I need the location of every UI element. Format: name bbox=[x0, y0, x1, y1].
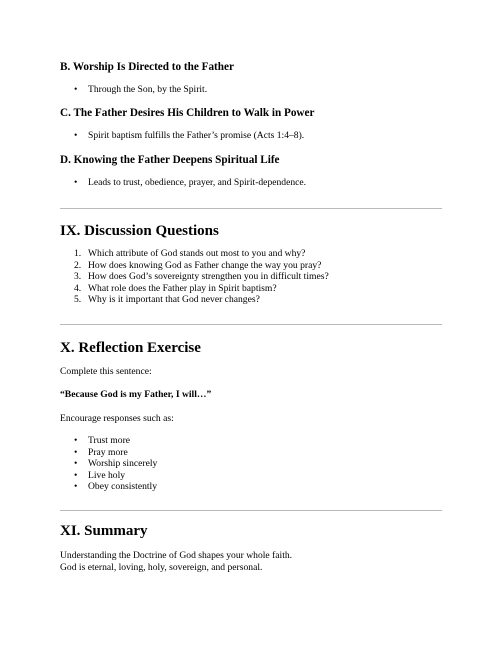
reflection-encourage: Encourage responses such as: bbox=[60, 413, 174, 424]
list-item bbox=[60, 435, 442, 447]
list-item-text: Spirit baptism fulfills the Father’s promise (Acts 1:4–8). bbox=[88, 130, 305, 141]
bullet-icon: • bbox=[74, 177, 78, 188]
section-c-list bbox=[60, 130, 442, 142]
list-item-text: How does knowing God as Father change the way you pray? bbox=[88, 259, 322, 271]
list-item bbox=[60, 271, 442, 283]
list-item-number: 4. bbox=[74, 282, 82, 294]
list-item bbox=[60, 458, 442, 470]
discussion-heading: IX. Discussion Questions bbox=[60, 223, 219, 239]
list-item bbox=[60, 283, 442, 295]
list-item bbox=[60, 248, 442, 260]
bullet-icon: • bbox=[74, 435, 78, 446]
list-item-text: What role does the Father play in Spirit baptism? bbox=[88, 282, 277, 294]
list-item-number: 3. bbox=[74, 271, 82, 282]
list-item-text: Obey consistently bbox=[88, 481, 158, 492]
bullet-icon: • bbox=[74, 469, 78, 481]
list-item-text: Through the Son, by the Spirit. bbox=[88, 84, 208, 95]
list-item bbox=[60, 130, 442, 142]
list-item-text: Which attribute of God stands out most to you and why? bbox=[88, 248, 306, 259]
list-item-text: How does God’s sovereignty strengthen you in difficult times? bbox=[88, 271, 329, 282]
list-item-text: Trust more bbox=[88, 435, 131, 446]
summary-heading: XI. Summary bbox=[60, 523, 148, 539]
reflection-intro: Complete this sentence: bbox=[60, 366, 152, 377]
list-item bbox=[60, 294, 442, 306]
list-item-number: 5. bbox=[74, 294, 82, 305]
section-b-heading: B. Worship Is Directed to the Father bbox=[60, 61, 234, 73]
reflection-heading: X. Reflection Exercise bbox=[60, 340, 201, 356]
section-divider bbox=[60, 324, 442, 325]
section-divider bbox=[60, 510, 442, 511]
list-item bbox=[60, 260, 442, 272]
summary-line-1: Understanding the Doctrine of God shapes your whole faith. bbox=[60, 550, 293, 561]
list-item bbox=[60, 177, 442, 189]
section-d-heading: D. Knowing the Father Deepens Spiritual Life bbox=[60, 154, 280, 166]
bullet-icon: • bbox=[74, 84, 78, 95]
list-item bbox=[60, 481, 442, 493]
list-item-number: 1. bbox=[74, 248, 82, 259]
list-item bbox=[60, 447, 442, 459]
bullet-icon: • bbox=[74, 130, 78, 141]
list-item bbox=[60, 84, 442, 96]
list-item-text: Leads to trust, obedience, prayer, and Spirit-dependence. bbox=[88, 177, 307, 188]
reflection-prompt: “Because God is my Father, I will…” bbox=[60, 389, 212, 400]
section-d-list bbox=[60, 177, 442, 189]
discussion-list bbox=[60, 248, 442, 306]
list-item-text: Worship sincerely bbox=[88, 458, 158, 469]
list-item-number: 2. bbox=[74, 259, 82, 271]
section-divider bbox=[60, 208, 442, 209]
list-item-text: Pray more bbox=[88, 446, 128, 458]
list-item-text: Live holy bbox=[88, 469, 126, 481]
section-c-heading: C. The Father Desires His Children to Walk in Power bbox=[60, 107, 315, 119]
section-b-list bbox=[60, 84, 442, 96]
reflection-list bbox=[60, 435, 442, 493]
bullet-icon: • bbox=[74, 458, 78, 469]
summary-line-2: God is eternal, loving, holy, sovereign, and personal. bbox=[60, 562, 263, 573]
list-item-text: Why is it important that God never changes? bbox=[88, 294, 260, 305]
list-item bbox=[60, 470, 442, 482]
bullet-icon: • bbox=[74, 481, 78, 492]
bullet-icon: • bbox=[74, 446, 78, 458]
